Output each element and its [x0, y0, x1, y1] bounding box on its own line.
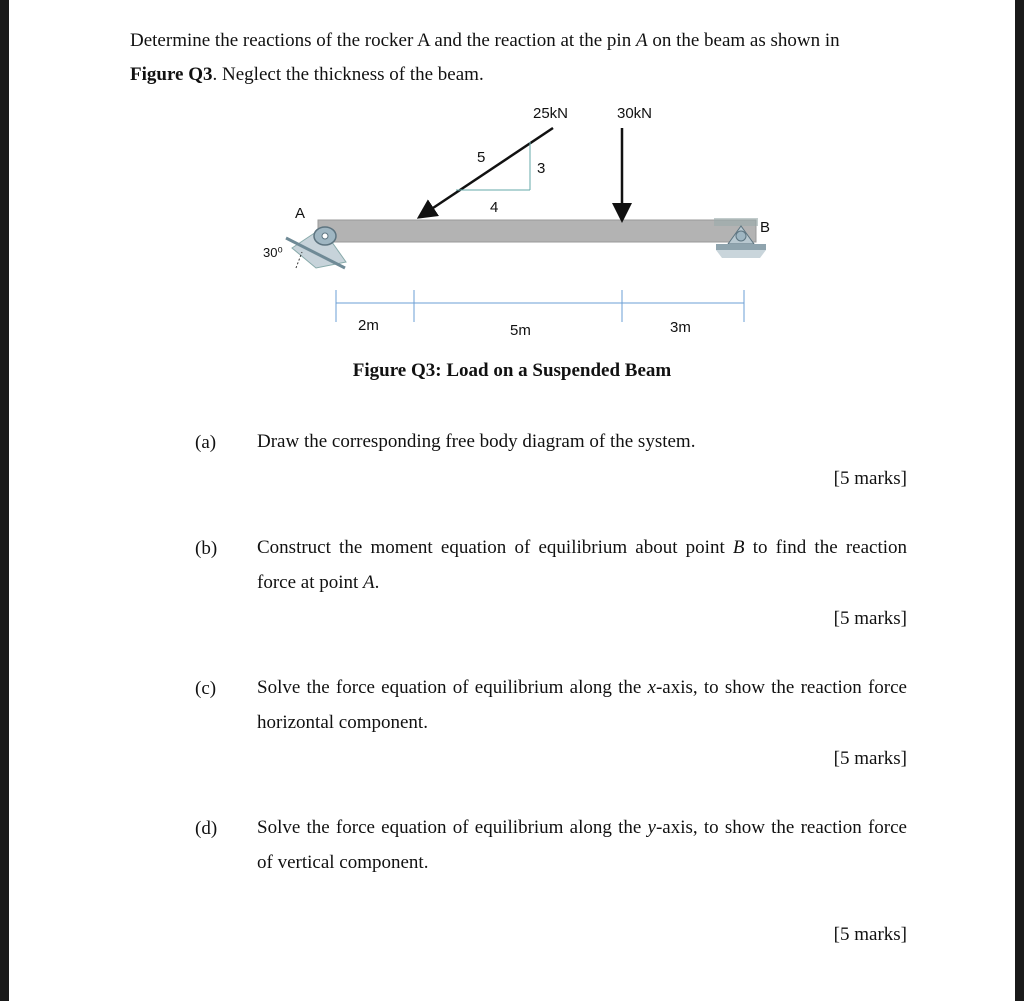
figure-caption: Figure Q3: Load on a Suspended Beam — [352, 360, 672, 381]
variable-a: A — [363, 572, 375, 593]
point-a-label: A — [295, 205, 306, 222]
slope-rise-label: 3 — [537, 160, 546, 177]
variable-b: B — [732, 537, 745, 558]
angle-label: 30⁰ — [263, 245, 283, 260]
slope-run-label: 4 — [490, 199, 499, 216]
beam — [318, 220, 756, 242]
variable-x: x — [647, 677, 656, 698]
question-c-marks: [5 marks] — [833, 748, 907, 769]
dim-2m-label: 2m — [358, 317, 379, 334]
question-c-text: Solve the force equation of equilibrium along the x-axis, to show the reaction force horizontal component. — [257, 677, 907, 733]
intro-text: Determine the reactions of the rocker A and the reaction at the pin — [130, 30, 636, 51]
dimension-lines — [336, 290, 744, 322]
question-a-marks: [5 marks] — [833, 468, 907, 489]
load-25kn-label: 25kN — [533, 105, 569, 122]
question-d-label: (d) — [195, 818, 218, 839]
question-b-marks: [5 marks] — [833, 608, 907, 629]
intro-text-rest: . Neglect the thickness of the beam. — [212, 64, 484, 85]
figure-reference: Figure Q3 — [130, 64, 213, 85]
question-d-marks: [5 marks] — [833, 924, 907, 945]
question-a-text: Draw the corresponding free body diagram of the system. — [257, 431, 696, 452]
pin-variable: A — [635, 30, 648, 51]
question-a-label: (a) — [195, 432, 217, 453]
load-30kn-label: 30kN — [617, 105, 653, 122]
load-25kn-arrow — [421, 128, 553, 216]
question-c-label: (c) — [195, 678, 217, 699]
beam-figure — [0, 0, 1024, 400]
question-d-text: Solve the force equation of equilibrium along the y-axis, to show the reaction force of vertical component. — [257, 817, 907, 873]
slope-hyp-label: 5 — [477, 149, 486, 166]
dim-5m-label: 5m — [510, 322, 531, 339]
variable-y: y — [647, 817, 656, 838]
dim-3m-label: 3m — [670, 319, 691, 336]
intro-text-end: on the beam as shown in — [647, 30, 840, 51]
question-b-label: (b) — [195, 538, 218, 559]
question-b-text: Construct the moment equation of equilibrium about point B to find the reaction force at point A. — [257, 537, 907, 593]
point-b-label: B — [760, 219, 771, 236]
